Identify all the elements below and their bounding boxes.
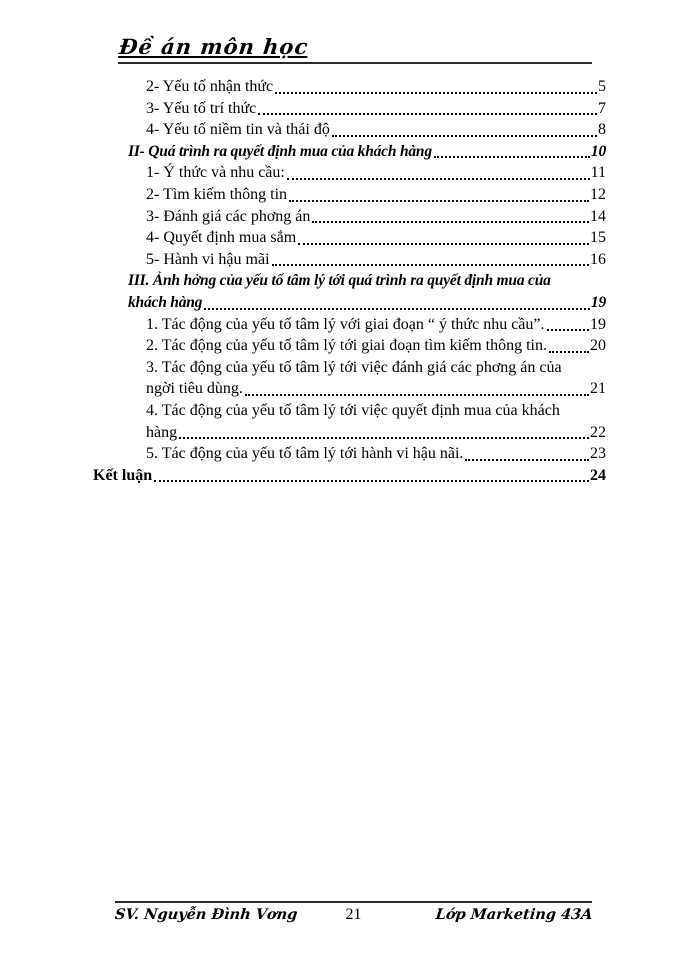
page-header (118, 34, 592, 64)
toc-page-number: 15 (590, 229, 606, 247)
toc-entry-text: ngời tiêu dùng. (146, 380, 243, 398)
toc-entry (93, 443, 606, 465)
toc-entry-text: 3- Yếu tố trí thức (146, 99, 257, 117)
footer-page-number: 21 (345, 906, 362, 923)
toc-entry-text: III. Ảnh hởng của yếu tố tâm lý tới quá trình ra quyết định mua của (128, 272, 551, 290)
toc-entry (93, 162, 606, 184)
toc-entry-text: 1. Tác động của yếu tố tâm lý với giai đoạn “ ý thức nhu cầu”. (146, 315, 545, 333)
toc-entry-text: 3- Đánh giá các phơng án (146, 207, 311, 225)
footer-class: Lớp Marketing 43A (434, 906, 593, 923)
toc-dot-leader (298, 243, 589, 245)
footer-author: SV. Nguyễn Đình Vơng (114, 906, 299, 923)
toc-entry-text: 2- Tìm kiếm thông tin (146, 185, 288, 203)
toc-dot-leader (434, 156, 590, 158)
toc-page-number: 23 (590, 445, 606, 463)
toc-entry (93, 292, 606, 314)
toc-dot-leader (289, 200, 589, 202)
toc-page-number: 8 (598, 121, 606, 139)
toc-entry (93, 184, 606, 206)
toc-dot-leader (287, 178, 590, 180)
toc-dot-leader (272, 264, 589, 266)
toc-page-number: 5 (598, 78, 606, 95)
toc-dot-leader (275, 92, 597, 94)
toc-entry (93, 465, 606, 487)
page-header-title: Đề án môn học (118, 34, 310, 59)
toc-entry (93, 76, 606, 98)
toc-entry (93, 249, 606, 271)
toc-dot-leader (258, 113, 597, 115)
toc-entry-text: 3. Tác động của yếu tố tâm lý tới việc đánh giá các phơng án của (146, 358, 562, 376)
toc-dot-leader (332, 135, 597, 137)
toc-page-number: 24 (590, 466, 606, 484)
table-of-contents (93, 76, 606, 486)
toc-entry (93, 141, 606, 163)
toc-dot-leader (154, 480, 589, 482)
toc-page-number: 7 (598, 99, 606, 117)
toc-dot-leader (465, 459, 589, 461)
toc-page-number: 22 (590, 423, 606, 441)
toc-entry (93, 206, 606, 228)
toc-entry-first-line (93, 270, 606, 292)
toc-page-number: 12 (590, 185, 606, 203)
toc-dot-leader (179, 437, 589, 439)
toc-page-number: 19 (590, 293, 606, 311)
toc-entry-text: khách hàng (128, 293, 203, 311)
toc-entry (93, 422, 606, 444)
toc-entry (93, 119, 606, 141)
toc-page-number: 20 (590, 337, 606, 355)
toc-entry-first-line (93, 357, 606, 379)
toc-entry-first-line (93, 400, 606, 422)
toc-entry-text: 4- Yếu tố niềm tin và thái độ (146, 121, 330, 139)
toc-entry (93, 378, 606, 400)
toc-entry-text: 4. Tác động của yếu tố tâm lý tới việc quyết định mua của khách (146, 401, 560, 419)
page-footer (115, 901, 592, 924)
toc-dot-leader (547, 329, 590, 331)
toc-dot-leader (204, 308, 590, 310)
toc-entry (93, 335, 606, 357)
toc-page-number: 11 (590, 164, 606, 182)
toc-entry-text: 5. Tác động của yếu tố tâm lý tới hành vi hậu nãi. (146, 445, 464, 463)
toc-page-number: 10 (590, 142, 606, 160)
toc-entry (93, 314, 606, 336)
toc-entry-text: II- Quá trình ra quyết định mua của khách hàng (128, 142, 432, 160)
toc-entry-text: Kết luận (93, 466, 153, 484)
toc-dot-leader (245, 394, 589, 396)
toc-page-number: 16 (590, 250, 606, 268)
toc-dot-leader (549, 351, 589, 353)
toc-page-number: 21 (590, 380, 606, 398)
toc-page-number: 14 (590, 207, 606, 225)
toc-entry-text: hàng (146, 423, 178, 441)
toc-entry-text: 5- Hành vi hậu mãi (146, 250, 270, 268)
toc-entry-text: 2. Tác động của yếu tố tâm lý tới giai đoạn tìm kiếm thông tin. (146, 337, 547, 355)
toc-entry (93, 98, 606, 120)
toc-entry (93, 227, 606, 249)
toc-entry-text: 2- Yếu tố nhận thức (146, 78, 274, 95)
toc-page-number: 19 (590, 315, 606, 333)
toc-dot-leader (312, 221, 589, 223)
toc-entry-text: 1- Ý thức và nhu cầu: (146, 164, 285, 182)
toc-entry-text: 4- Quyết định mua sắm (146, 229, 297, 247)
